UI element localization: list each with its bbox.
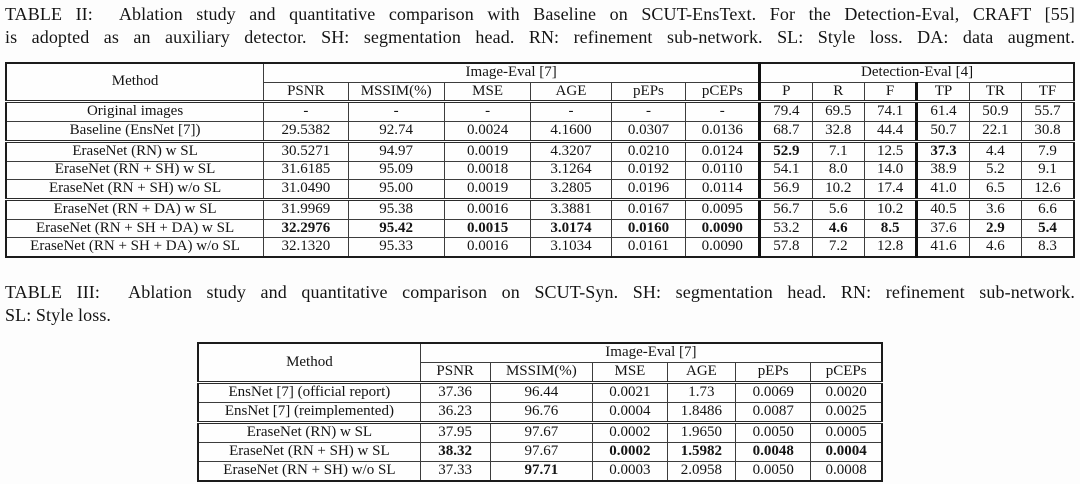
value-cell: 97.67 xyxy=(490,443,593,462)
value-cell: 1.8486 xyxy=(667,403,735,423)
value-cell: 2.9 xyxy=(969,219,1021,238)
value-cell: - xyxy=(686,102,760,122)
table2-caption-line1: TABLE II: Ablation study and quantitative comparison with Baseline on SCUT-EnsText. For the Detection-Eval, CRAFT [55] xyxy=(5,4,1075,24)
value-cell: 0.0090 xyxy=(686,238,760,257)
value-cell: 0.0114 xyxy=(686,180,760,200)
value-cell: 0.0090 xyxy=(686,219,760,238)
metric-header-cell: MSSIM(%) xyxy=(348,82,444,102)
metric-header-cell: MSE xyxy=(593,362,668,382)
method-header-cell: Method xyxy=(6,63,264,102)
table-row xyxy=(198,462,882,482)
value-cell: 8.5 xyxy=(864,219,916,238)
value-cell: 37.6 xyxy=(917,219,969,238)
value-cell: 1.5982 xyxy=(667,443,735,462)
value-cell: 3.2805 xyxy=(531,180,611,200)
value-cell: 0.0002 xyxy=(593,423,668,443)
value-cell: 0.0196 xyxy=(611,180,686,200)
value-cell: 92.74 xyxy=(348,122,444,142)
value-cell: 0.0015 xyxy=(444,219,531,238)
value-cell: - xyxy=(611,102,686,122)
value-cell: 94.97 xyxy=(348,141,444,161)
value-cell: 0.0005 xyxy=(811,423,882,443)
value-cell: 7.1 xyxy=(812,141,864,161)
value-cell: 8.3 xyxy=(1022,238,1074,257)
value-cell: 97.67 xyxy=(490,423,593,443)
value-cell: 0.0019 xyxy=(444,180,531,200)
value-cell: 54.1 xyxy=(760,161,812,180)
value-cell: 61.4 xyxy=(917,102,969,122)
value-cell: 5.2 xyxy=(969,161,1021,180)
value-cell: 7.9 xyxy=(1022,141,1074,161)
value-cell: 50.7 xyxy=(917,122,969,142)
eval-group-header-cell: Image-Eval [7] xyxy=(264,63,760,82)
table-row xyxy=(198,443,882,462)
method-cell: Original images xyxy=(6,102,264,122)
metric-header-cell: P xyxy=(760,82,812,102)
value-cell: 10.2 xyxy=(812,180,864,200)
metric-header-cell: TP xyxy=(917,82,969,102)
value-cell: 40.5 xyxy=(917,199,969,219)
method-cell: EraseNet (RN + SH) w/o SL xyxy=(198,462,420,482)
method-cell: EraseNet (RN + SH) w SL xyxy=(198,443,420,462)
table-row xyxy=(6,199,1074,219)
method-cell: EraseNet (RN + SH + DA) w/o SL xyxy=(6,238,264,257)
value-cell: 5.6 xyxy=(812,199,864,219)
value-cell: 0.0307 xyxy=(611,122,686,142)
metric-header-cell: pEPs xyxy=(736,362,811,382)
table-row xyxy=(6,141,1074,161)
value-cell: 12.5 xyxy=(864,141,916,161)
table-row xyxy=(198,403,882,423)
value-cell: 0.0087 xyxy=(736,403,811,423)
value-cell: 95.00 xyxy=(348,180,444,200)
table-row xyxy=(198,423,882,443)
table2-caption xyxy=(5,3,1075,49)
method-cell: EraseNet (RN) w SL xyxy=(6,141,264,161)
value-cell: 14.0 xyxy=(864,161,916,180)
value-cell: 0.0210 xyxy=(611,141,686,161)
value-cell: 4.6 xyxy=(812,219,864,238)
method-cell: EnsNet [7] (reimplemented) xyxy=(198,403,420,423)
value-cell: 0.0020 xyxy=(811,383,882,403)
value-cell: 4.3207 xyxy=(531,141,611,161)
value-cell: 36.23 xyxy=(420,403,490,423)
method-cell: EraseNet (RN + SH + DA) w SL xyxy=(6,219,264,238)
value-cell: 0.0192 xyxy=(611,161,686,180)
value-cell: 12.8 xyxy=(864,238,916,257)
value-cell: 56.9 xyxy=(760,180,812,200)
value-cell: 0.0110 xyxy=(686,161,760,180)
value-cell: 0.0167 xyxy=(611,199,686,219)
metric-header-cell: R xyxy=(812,82,864,102)
value-cell: 0.0124 xyxy=(686,141,760,161)
value-cell: 68.7 xyxy=(760,122,812,142)
table-row xyxy=(6,238,1074,257)
value-cell: 7.2 xyxy=(812,238,864,257)
value-cell: 0.0016 xyxy=(444,199,531,219)
value-cell: 0.0008 xyxy=(811,462,882,482)
value-cell: 32.1320 xyxy=(264,238,348,257)
value-cell: - xyxy=(264,102,348,122)
metric-header-cell: TF xyxy=(1022,82,1074,102)
method-cell: EraseNet (RN + DA) w SL xyxy=(6,199,264,219)
value-cell: 95.33 xyxy=(348,238,444,257)
value-cell: 9.1 xyxy=(1022,161,1074,180)
table3-caption xyxy=(5,281,1075,327)
value-cell: 0.0050 xyxy=(736,423,811,443)
value-cell: 4.1600 xyxy=(531,122,611,142)
value-cell: 0.0004 xyxy=(593,403,668,423)
metric-header-cell: pCEPs xyxy=(686,82,760,102)
value-cell: 38.9 xyxy=(917,161,969,180)
value-cell: 22.1 xyxy=(969,122,1021,142)
metric-header-cell: pCEPs xyxy=(811,362,882,382)
value-cell: 0.0048 xyxy=(736,443,811,462)
value-cell: 0.0021 xyxy=(593,383,668,403)
value-cell: 37.33 xyxy=(420,462,490,482)
header-group-row xyxy=(6,63,1074,82)
value-cell: 0.0095 xyxy=(686,199,760,219)
value-cell: 0.0004 xyxy=(811,443,882,462)
value-cell: 0.0136 xyxy=(686,122,760,142)
value-cell: 95.42 xyxy=(348,219,444,238)
table3-caption-line2: SL: Style loss. xyxy=(5,305,112,325)
metric-header-cell: F xyxy=(864,82,916,102)
value-cell: 0.0002 xyxy=(593,443,668,462)
value-cell: 44.4 xyxy=(864,122,916,142)
value-cell: 41.6 xyxy=(917,238,969,257)
value-cell: 57.8 xyxy=(760,238,812,257)
eval-group-header-cell: Image-Eval [7] xyxy=(420,343,882,362)
metric-header-cell: pEPs xyxy=(611,82,686,102)
value-cell: 31.9969 xyxy=(264,199,348,219)
value-cell: 17.4 xyxy=(864,180,916,200)
value-cell: 31.0490 xyxy=(264,180,348,200)
table3-caption-line1: TABLE III: Ablation study and quantitative comparison on SCUT-Syn. SH: segmentation head. RN: refinement sub-network. xyxy=(5,282,1075,302)
value-cell: 79.4 xyxy=(760,102,812,122)
metric-header-cell: AGE xyxy=(531,82,611,102)
table-row xyxy=(6,180,1074,200)
value-cell: 50.9 xyxy=(969,102,1021,122)
value-cell: 0.0050 xyxy=(736,462,811,482)
value-cell: 6.5 xyxy=(969,180,1021,200)
value-cell: 37.95 xyxy=(420,423,490,443)
value-cell: 0.0016 xyxy=(444,238,531,257)
value-cell: 3.3881 xyxy=(531,199,611,219)
value-cell: 53.2 xyxy=(760,219,812,238)
value-cell: - xyxy=(444,102,531,122)
value-cell: 95.38 xyxy=(348,199,444,219)
method-cell: EraseNet (RN) w SL xyxy=(198,423,420,443)
value-cell: 12.6 xyxy=(1022,180,1074,200)
table-row xyxy=(6,102,1074,122)
value-cell: 3.6 xyxy=(969,199,1021,219)
value-cell: 37.36 xyxy=(420,383,490,403)
value-cell: 0.0160 xyxy=(611,219,686,238)
value-cell: 0.0024 xyxy=(444,122,531,142)
value-cell: 4.4 xyxy=(969,141,1021,161)
value-cell: 32.2976 xyxy=(264,219,348,238)
value-cell: 0.0003 xyxy=(593,462,668,482)
value-cell: - xyxy=(348,102,444,122)
value-cell: 55.7 xyxy=(1022,102,1074,122)
value-cell: 0.0019 xyxy=(444,141,531,161)
metric-header-cell: TR xyxy=(969,82,1021,102)
value-cell: 8.0 xyxy=(812,161,864,180)
value-cell: 32.8 xyxy=(812,122,864,142)
value-cell: 3.1034 xyxy=(531,238,611,257)
eval-group-header-cell: Detection-Eval [4] xyxy=(760,63,1074,82)
metric-header-cell: MSE xyxy=(444,82,531,102)
value-cell: 0.0069 xyxy=(736,383,811,403)
value-cell: 5.4 xyxy=(1022,219,1074,238)
value-cell: 30.5271 xyxy=(264,141,348,161)
method-header-cell: Method xyxy=(198,343,420,383)
method-cell: Baseline (EnsNet [7]) xyxy=(6,122,264,142)
method-cell: EraseNet (RN + SH) w SL xyxy=(6,161,264,180)
value-cell: 56.7 xyxy=(760,199,812,219)
value-cell: 1.9650 xyxy=(667,423,735,443)
metric-header-cell: PSNR xyxy=(420,362,490,382)
value-cell: 96.76 xyxy=(490,403,593,423)
method-cell: EnsNet [7] (official report) xyxy=(198,383,420,403)
metric-header-cell: MSSIM(%) xyxy=(490,362,593,382)
value-cell: 1.73 xyxy=(667,383,735,403)
value-cell: 3.1264 xyxy=(531,161,611,180)
value-cell: 96.44 xyxy=(490,383,593,403)
value-cell: 95.09 xyxy=(348,161,444,180)
ablation-table-scut-syn xyxy=(197,342,883,482)
value-cell: 0.0018 xyxy=(444,161,531,180)
value-cell: 97.71 xyxy=(490,462,593,482)
metric-header-cell: AGE xyxy=(667,362,735,382)
value-cell: 37.3 xyxy=(917,141,969,161)
table2-caption-line2: is adopted as an auxiliary detector. SH: segmentation head. RN: refinement sub-network. SL: Style loss. DA: data augment. xyxy=(5,27,1075,47)
value-cell: 4.6 xyxy=(969,238,1021,257)
value-cell: 0.0025 xyxy=(811,403,882,423)
method-cell: EraseNet (RN + SH) w/o SL xyxy=(6,180,264,200)
header-group-row xyxy=(198,343,882,362)
value-cell: 31.6185 xyxy=(264,161,348,180)
table-row xyxy=(6,219,1074,238)
value-cell: - xyxy=(531,102,611,122)
value-cell: 41.0 xyxy=(917,180,969,200)
value-cell: 0.0161 xyxy=(611,238,686,257)
value-cell: 74.1 xyxy=(864,102,916,122)
value-cell: 6.6 xyxy=(1022,199,1074,219)
value-cell: 3.0174 xyxy=(531,219,611,238)
value-cell: 38.32 xyxy=(420,443,490,462)
value-cell: 69.5 xyxy=(812,102,864,122)
ablation-table-scut-enstext xyxy=(5,62,1075,258)
value-cell: 29.5382 xyxy=(264,122,348,142)
value-cell: 30.8 xyxy=(1022,122,1074,142)
value-cell: 52.9 xyxy=(760,141,812,161)
table-row xyxy=(198,383,882,403)
table-row xyxy=(6,161,1074,180)
table-row xyxy=(6,122,1074,142)
value-cell: 2.0958 xyxy=(667,462,735,482)
value-cell: 10.2 xyxy=(864,199,916,219)
metric-header-cell: PSNR xyxy=(264,82,348,102)
